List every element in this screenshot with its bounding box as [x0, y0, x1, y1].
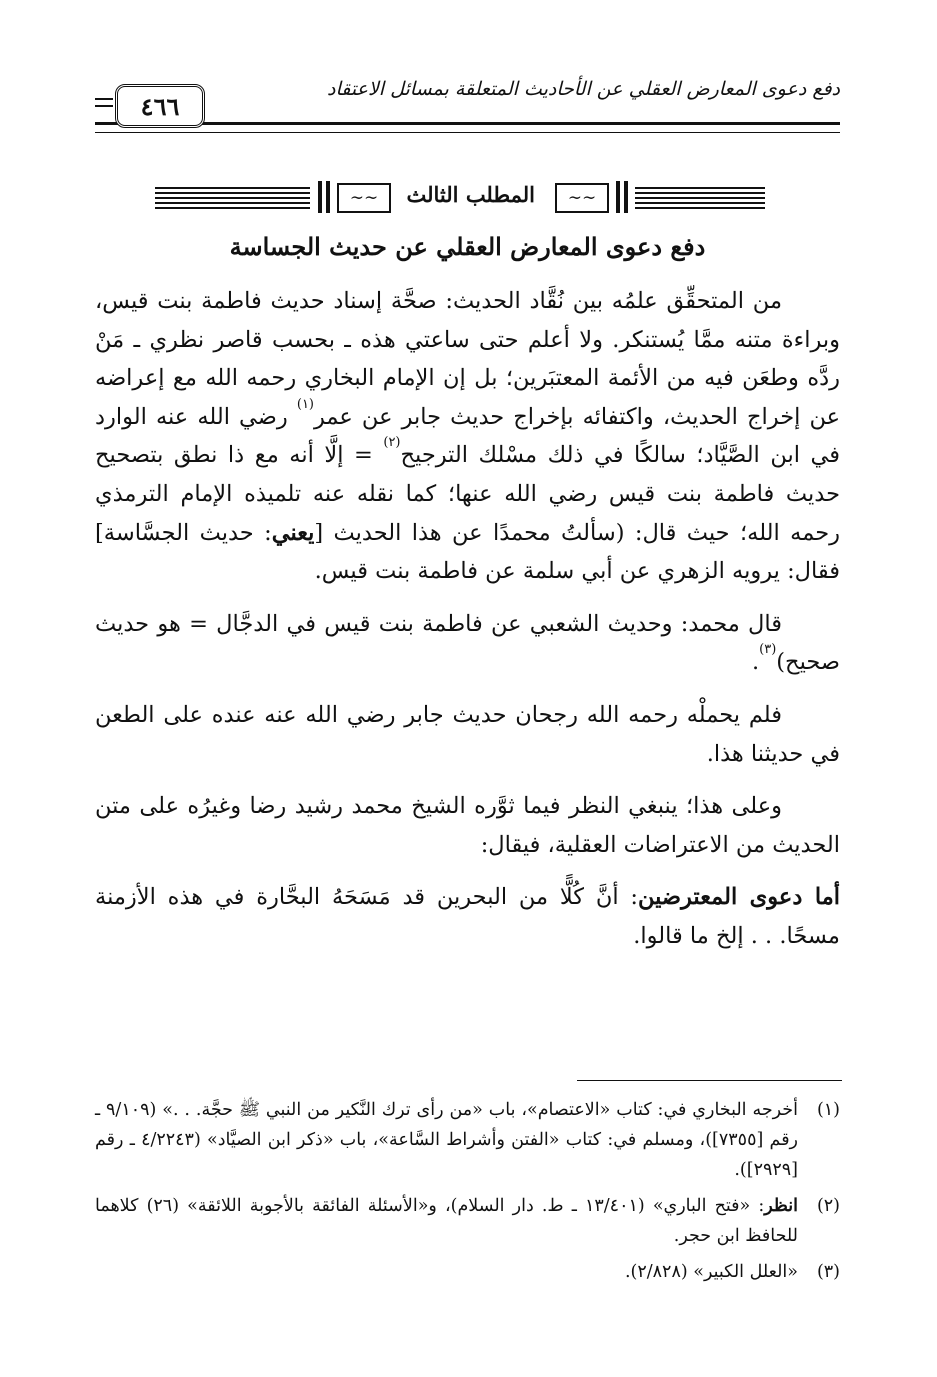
- emphasis-text: أما دعوى المعترضين: [638, 884, 841, 911]
- footnote: [95, 1257, 840, 1287]
- header-ornament-tick: [95, 98, 113, 107]
- header-rule: [95, 122, 840, 133]
- paragraph: وعلى هذا؛ ينبغي النظر فيما ثوَّره الشيخ محمد رشيد رضا وغيرُه على متن الحديث من الاعتراضات العقلية، فيقال:: [95, 793, 840, 858]
- paragraph-text: .: [751, 649, 760, 676]
- paragraph-text: من المتحقِّق علمُه بين نُقَّاد الحديث: صحَّة إسناد حديث فاطمة بنت قيس، وبراءة متنه ممَّا يُستنكر. ولا أعلم حتى ساعتي هذه ـ بحسب قاصر نظري ـ مَنْ ردَّه وطعَن فيه من الأئمة المعتبَرين؛ بل إن الإمام البخاري رحمه الله مع إعراضه عن إخراج الحديث، واكتفائه بإخراج حديث جابر عن عمر: [95, 288, 840, 430]
- footnote-text-wrap: [95, 1191, 798, 1251]
- footnote-number: (١): [816, 1100, 840, 1120]
- footnote-text: : «فتح الباري» (١٣/٤٠١ ـ ط. دار السلام)، و«الأسئلة الفائقة بالأجوبة اللائقة» (٢٦) كلاهما للحافظ ابن حجر.: [95, 1196, 798, 1246]
- footnote-text: أخرجه البخاري في: كتاب «الاعتصام»، باب «من رأى ترك النَّكير من النبي ﷺ حجَّة. . .» (٩/١٠٩ ـ رقم [٧٣٥٥])، ومسلم في: كتاب «الفتن وأشراط السَّاعة»، باب «ذكر ابن الصيَّاد» (٤/٢٢٤٣ ـ رقم [٢٩٢٩]).: [95, 1100, 799, 1180]
- banner-bar: [318, 181, 322, 213]
- section-banner: [155, 180, 765, 216]
- paragraph-text: رضي الله عنه الوارد في ابن الصَّيَّاد؛ سالكًا في ذلك مسْلك الترجيح: [95, 403, 840, 469]
- footnote-text: «العلل الكبير» (٢/٨٢٨).: [624, 1262, 798, 1282]
- paragraph-text: : أنَّ كُلًّا من البحرين قد مَسَحَهُ البحَّارة في هذه الأزمنة مسحًا. . . إلخ ما قالوا.: [95, 884, 840, 949]
- paragraph: فلم يحملْه رحمه الله رجحان حديث جابر رضي الله عنه عنده على الطعن في حديثنا هذا.: [95, 701, 840, 767]
- footnote-ref[interactable]: (٢): [383, 435, 401, 451]
- paragraph: [95, 282, 840, 591]
- banner-bar: [326, 181, 330, 213]
- paragraph-text: = إلَّا أنه مع ذا نطق بتصحيح حديث فاطمة بنت قيس رضي الله عنها؛ كما نقله عنه تلميذه الإمام الترمذي رحمه الله؛ حيث قال: (سألتُ محمدًا عن هذا الحديث [: [95, 442, 840, 546]
- banner-lines-right: [635, 187, 765, 209]
- footnote-ref[interactable]: (١): [296, 396, 314, 412]
- section-title: دفع دعوى المعارض العقلي عن حديث الجساسة: [229, 232, 706, 261]
- running-header-title: دفع دعوى المعارض العقلي عن الأحاديث المتعلقة بمسائل الاعتقاد: [327, 78, 840, 100]
- ornament-icon: ∽∽: [337, 183, 391, 213]
- running-header: [95, 70, 840, 130]
- emphasis-text: يعني: [271, 519, 315, 546]
- footnote-number: (٣): [816, 1262, 840, 1282]
- footnote: [95, 1095, 840, 1185]
- ornament-icon: ∽∽: [555, 183, 609, 213]
- banner-bar: [624, 181, 628, 213]
- section-label: المطلب الثالث: [406, 182, 535, 207]
- banner-bar: [616, 181, 620, 213]
- paragraph-text: : حديث الجسَّاسة] فقال: يرويه الزهري عن أبي سلمة عن فاطمة بنت قيس.: [95, 519, 840, 585]
- paragraph: [95, 605, 840, 682]
- footnote-separator: [577, 1080, 842, 1081]
- main-text: [95, 282, 840, 970]
- footnote-ref[interactable]: (٣): [759, 642, 777, 658]
- paragraph: [95, 878, 840, 955]
- footnote: [95, 1191, 840, 1251]
- paragraph-text: قال محمد: وحديث الشعبي عن فاطمة بنت قيس في الدجَّال = هو حديث صحيح): [95, 610, 840, 676]
- banner-lines-left: [155, 187, 310, 209]
- page-number: ٤٦٦: [115, 84, 205, 128]
- footnotes: [95, 1095, 840, 1293]
- footnote-number: (٢): [816, 1196, 840, 1216]
- emphasis-text: انظر: [764, 1196, 799, 1216]
